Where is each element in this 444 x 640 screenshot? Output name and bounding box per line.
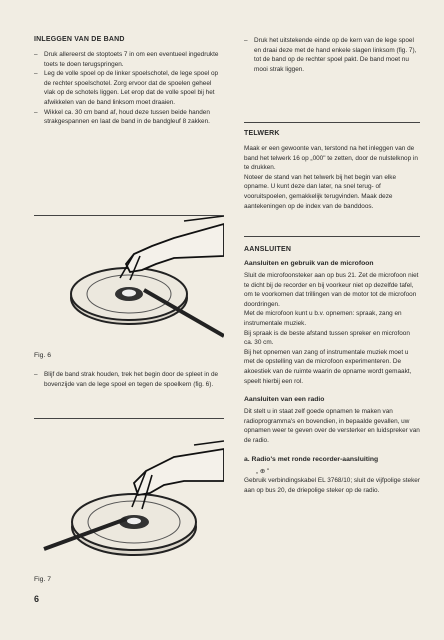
instruction-list (244, 36, 420, 74)
figure-7-illustration (34, 418, 224, 574)
instruction-list (34, 370, 224, 389)
subsection-ronde-aansluiting: a. Radio's met ronde recorder-aansluiting (244, 455, 379, 463)
left-column (34, 36, 224, 127)
figure-7-caption: Fig. 7 (34, 576, 51, 583)
section-title-telwerk: TELWERK (244, 130, 280, 137)
instruction-item: – Blijf de band strak houden, trek het begin door de spleet in de bovenzijde van de lege spoel en tegen de spoelkern (fig. 6). (34, 370, 224, 389)
section-title-inleggen: INLEGGEN VAN DE BAND (34, 36, 125, 43)
instruction-item: – Wikkel ca. 30 cm band af, houd deze tussen beide handen strakgespannen en laat de band in de bandgleuf 8 zakken. (34, 108, 224, 127)
subsection-radio: Aansluiten van een radio (244, 396, 325, 404)
instruction-item: – Leg de volle spoel op de linker spoelschotel, de lege spoel op de rechter spoelschotel. Zorg ervoor dat de spoelen geheel vlak op de schotels liggen. Let erop dat de volle spoel bij het afwikkelen van de band linksom moet draaien. (34, 69, 224, 107)
aansluiten-paragraph: Bij spraak is de beste afstand tussen spreker en microfoon ca. 30 cm. (244, 329, 410, 347)
aansluiten-paragraph: Gebruik verbindingskabel EL 3768/10; sluit de vijfpolige steker aan op bus 20, de driepolige steker op de radio. (244, 477, 420, 494)
aansluiten-paragraph: Sluit de microfoonsteker aan op bus 21. Zet de microfoon niet te dicht bij de recorder en bij voorkeur niet op dezelfde tafel, om te voorkomen dat trillingen van de motor tot de microfoon doordringen. (244, 272, 419, 308)
aansluiten-paragraph: Dit stelt u in staat zelf goede opnamen te maken van radioprogramma's en bovendien, in bepaalde gevallen, uw opnamen weer te geven over de versterker en luidspreker van de radio. (244, 408, 420, 444)
aansluiten-paragraph: Met de microfoon kunt u b.v. opnemen: spraak, zang en instrumentale muziek. (244, 310, 402, 327)
section-divider (244, 236, 420, 237)
section-title-aansluiten: AANSLUITEN (244, 246, 292, 253)
instruction-item: – Druk allereerst de stoptoets 7 in om een eventueel ingedrukte toets te doen terugspringen. (34, 50, 224, 69)
connector-symbol: „ ⊕ " (256, 467, 270, 475)
aansluiten-section (244, 246, 420, 495)
right-column (244, 36, 420, 74)
figure-6-caption: Fig. 6 (34, 352, 51, 359)
page-number: 6 (34, 594, 40, 604)
instruction-item: – Druk het uitstekende einde op de kern van de lege spoel en draai deze met de hand enkele slagen linksom (fig. 7), tot de band op de rechter spoel pakt. De band moet nu mooi strak liggen. (244, 36, 420, 74)
subsection-microfoon: Aansluiten en gebruik van de microfoon (244, 260, 374, 267)
left-column-continued (34, 370, 224, 389)
aansluiten-paragraph: Bij het opnemen van zang of instrumentale muziek moet u met de opstelling van de microfoon experimenteren. De akoestiek van de ruimte waarin de opname wordt gemaakt, speelt hierbij een rol. (244, 348, 412, 385)
figure-6-illustration (34, 215, 224, 351)
telwerk-paragraph: Noteer de stand van het telwerk bij het begin van elke opname. U kunt deze dan later, na snel terug- of vooruitspoelen, gemakkelijk terugvinden. Maak deze aantekeningen op de index van de banddoos. (244, 173, 397, 210)
telwerk-paragraph: Maak er een gewoonte van, terstond na het inleggen van de band het telwerk 16 op „000" te zetten, door de nulstelknop in te drukken. (244, 145, 418, 172)
telwerk-section (244, 130, 420, 211)
section-divider (244, 122, 420, 123)
instruction-list (34, 50, 224, 127)
